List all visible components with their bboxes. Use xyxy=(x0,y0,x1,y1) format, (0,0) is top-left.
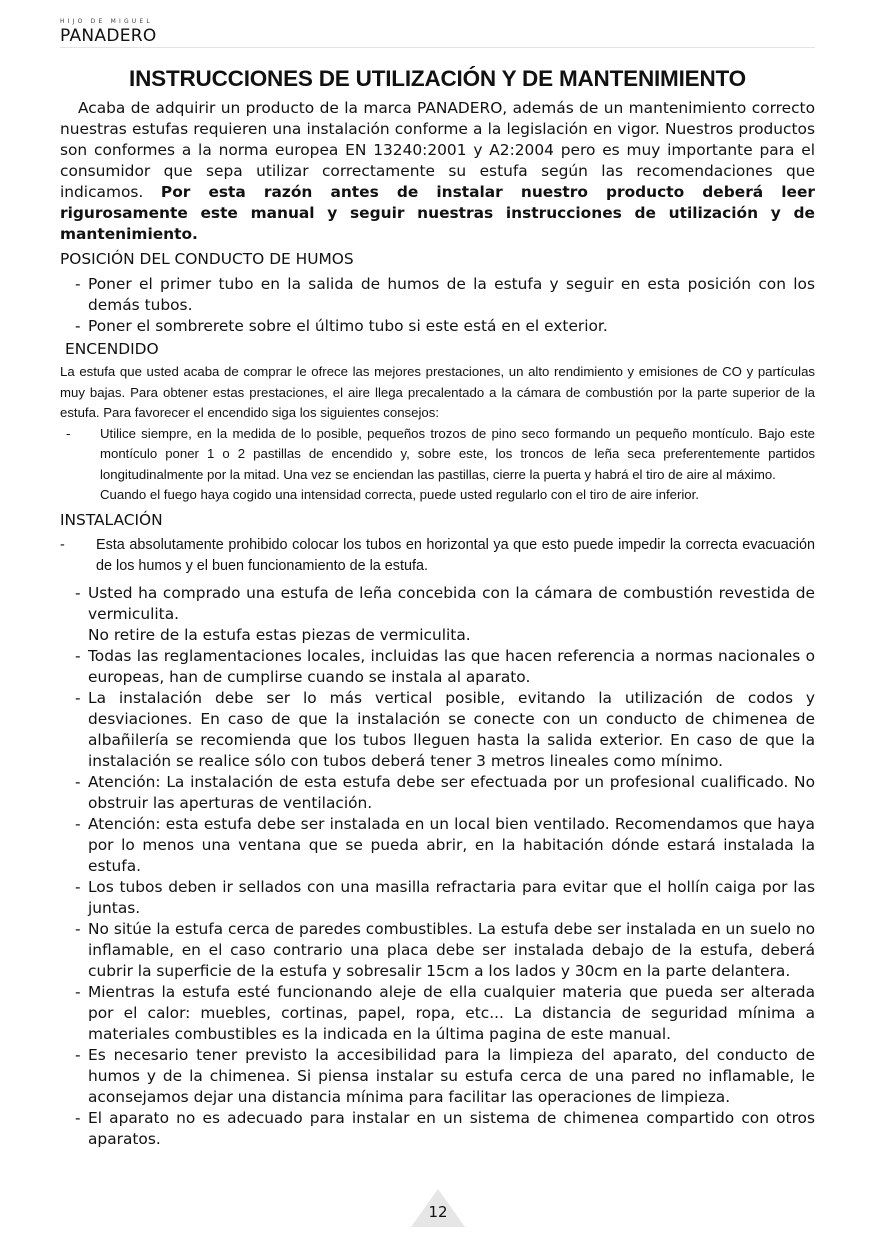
list-item: - Los tubos deben ir sellados con una masilla refractaria para evitar que el hollín caiga por las juntas. xyxy=(75,877,815,917)
page-content xyxy=(60,64,815,1150)
brand-logo xyxy=(60,18,157,46)
list-item-text: Atención: esta estufa debe ser instalada en un local bien ventilado. Recomendamos que haya por lo menos una ventana que se pueda abrir, en la habitación dónde estará instalada la estufa. xyxy=(88,814,815,875)
list-item-text: El aparato no es adecuado para instalar en un sistema de chimenea compartido con otros aparatos. xyxy=(88,1108,815,1148)
section-heading-humos: POSICIÓN DEL CONDUCTO DE HUMOS xyxy=(60,250,354,268)
list-item: - Todas las reglamentaciones locales, incluidas las que hacen referencia a normas nacionales o europeas, han de cumplirse cuando se instala al aparato. xyxy=(75,646,815,686)
list-item: - Poner el sombrerete sobre el último tubo si este está en el exterior. xyxy=(75,317,608,335)
page-number: 12 xyxy=(428,1203,448,1221)
list-item-text: Es necesario tener previsto la accesibilidad para la limpieza del aparato, del conducto de humos y de la chimenea. Si piensa instalar su estufa cerca de una pared no inflamable, le aconsejamos dejar una distancia mínima para facilitar las operaciones de limpieza. xyxy=(88,1045,815,1106)
list-item-text: Atención: La instalación de esta estufa debe ser efectuada por un profesional cualificado. No obstruir las aperturas de ventilación. xyxy=(88,772,815,812)
list-item-continuation: No retire de la estufa estas piezas de vermiculita. xyxy=(88,625,471,644)
list-item-text: La instalación debe ser lo más vertical posible, evitando la utilización de codos y desviaciones. En caso de que la instalación se conecte con un conducto de chimenea de albañilería se recomienda que los tubos lleguen hasta la salida exterior. En caso de que la instalación se realice sólo con tubos deberá tener 3 metros lineales como mínimo. xyxy=(88,688,815,770)
warning-item: - Esta absolutamente prohibido colocar los tubos en horizontal ya que esto puede impedir la correcta evacuación de los humos y el buen funcionamiento de la estufa. xyxy=(60,536,815,574)
list-item: - El aparato no es adecuado para instalar en un sistema de chimenea compartido con otros aparatos. xyxy=(75,1108,815,1148)
intro-text: Acaba de adquirir un producto de la marca PANADERO, además de un mantenimiento correcto nuestras estufas requieren una instalación conforme a la legislación en vigor. Nuestros productos son conformes a la norma europea EN 13240:2001 y A2:2004 pero es muy importante para el consumidor que sepa utilizar correctamente su estufa según las recomendaciones que indicamos. xyxy=(60,99,815,201)
brand-name: PANADERO xyxy=(60,26,157,46)
section-heading-encendido: ENCENDIDO xyxy=(65,340,159,358)
encendido-paragraph: La estufa que usted acaba de comprar le ofrece las mejores prestaciones, un alto rendimiento y emisiones de CO y partículas muy bajas. Para obtener estas prestaciones, el aire llega precalentado a la cámara de combustión por la parte superior de la estufa. Para favorecer el encendido siga los siguientes consejos: xyxy=(60,364,815,420)
list-item-text: No sitúe la estufa cerca de paredes combustibles. La estufa debe ser instalada en un suelo no inflamable, en el caso contrario una placa debe ser instalada debajo de la estufa, deberá cubrir la superficie de la estufa y sobresalir 15cm a los lados y 30cm en la parte delantera. xyxy=(88,919,815,980)
brand-subtitle: HIJO DE MIGUEL xyxy=(60,18,153,25)
page-title: INSTRUCCIONES DE UTILIZACIÓN Y DE MANTENIMIENTO xyxy=(129,66,746,91)
list-item: - Atención: esta estufa debe ser instalada en un local bien ventilado. Recomendamos que haya por lo menos una ventana que se pueda abrir, en la habitación dónde estará instalada la estufa. xyxy=(75,814,815,875)
list-item-text: Poner el primer tubo en la salida de humos de la estufa y seguir en esta posición con los demás tubos. xyxy=(88,275,815,314)
list-item-text: Poner el sombrerete sobre el último tubo si este está en el exterior. xyxy=(88,317,608,335)
list-item-text: Los tubos deben ir sellados con una masilla refractaria para evitar que el hollín caiga por las juntas. xyxy=(88,877,815,917)
list-item: - Es necesario tener previsto la accesibilidad para la limpieza del aparato, del conducto de humos y de la chimenea. Si piensa instalar su estufa cerca de una pared no inflamable, le aconsejamos dejar una distancia mínima para facilitar las operaciones de limpieza. xyxy=(75,1045,815,1106)
list-item: - Usted ha comprado una estufa de leña concebida con la cámara de combustión revestida de vermiculita. xyxy=(75,583,815,623)
list-item-text: Usted ha comprado una estufa de leña concebida con la cámara de combustión revestida de vermiculita. xyxy=(88,583,815,623)
list-item: - Atención: La instalación de esta estufa debe ser efectuada por un profesional cualificado. No obstruir las aperturas de ventilación. xyxy=(75,772,815,812)
list-item: - La instalación debe ser lo más vertical posible, evitando la utilización de codos y desviaciones. En caso de que la instalación se conecte con un conducto de chimenea de albañilería se recomienda que los tubos lleguen hasta la salida exterior. En caso de que la instalación se realice sólo con tubos deberá tener 3 metros lineales como mínimo. xyxy=(75,688,815,770)
intro-bold-text: Por esta razón antes de instalar nuestro producto deberá leer rigurosamente este manual y seguir nuestras instrucciones de utilización y de mantenimiento. xyxy=(60,183,816,243)
intro-paragraph xyxy=(60,98,815,245)
warning-text: Esta absolutamente prohibido colocar los tubos en horizontal ya que esto puede impedir la correcta evacuación de los humos y el buen funcionamiento de la estufa. xyxy=(96,536,815,574)
list-item-text: Mientras la estufa esté funcionando aleje de ella cualquier materia que pueda ser alterada por el calor: muebles, cortinas, papel, ropa, etc... La distancia de seguridad mínima a materiales combustibles es la indicada en la última pagina de este manual. xyxy=(88,982,815,1043)
list-item-text: Todas las reglamentaciones locales, incluidas las que hacen referencia a normas nacionales o europeas, han de cumplirse cuando se instala al aparato. xyxy=(88,646,815,686)
page-number-badge xyxy=(409,1187,467,1229)
list-item-continuation: Cuando el fuego haya cogido una intensidad correcta, puede usted regularlo con el tiro de aire inferior. xyxy=(100,487,699,502)
list-item: - Mientras la estufa esté funcionando aleje de ella cualquier materia que pueda ser alterada por el calor: muebles, cortinas, papel, ropa, etc... La distancia de seguridad mínima a materiales combustibles es la indicada en la última pagina de este manual. xyxy=(75,982,815,1043)
list-item-text: Utilice siempre, en la medida de lo posible, pequeños trozos de pino seco formando un pequeño montículo. Bajo este montículo poner 1 o 2 pastillas de encendido y, sobre este, los troncos de leña seca preferentemente partidos longitudinalmente por la mitad. Una vez se enciendan las pastillas, cierre la puerta y habrá el tiro de aire al máximo. xyxy=(100,425,815,482)
header-divider xyxy=(60,47,815,48)
list-item: - Utilice siempre, en la medida de lo posible, pequeños trozos de pino seco formando un pequeño montículo. Bajo este montículo poner 1 o 2 pastillas de encendido y, sobre este, los troncos de leña seca preferentemente partidos longitudinalmente por la mitad. Una vez se enciendan las pastillas, cierre la puerta y habrá el tiro de aire al máximo. xyxy=(66,425,815,482)
list-item: - No sitúe la estufa cerca de paredes combustibles. La estufa debe ser instalada en un suelo no inflamable, en el caso contrario una placa debe ser instalada debajo de la estufa, deberá cubrir la superficie de la estufa y sobresalir 15cm a los lados y 30cm en la parte delantera. xyxy=(75,919,815,980)
section-heading-instalacion: INSTALACIÓN xyxy=(60,510,163,529)
list-item: - Poner el primer tubo en la salida de humos de la estufa y seguir en esta posición con los demás tubos. xyxy=(75,275,815,314)
